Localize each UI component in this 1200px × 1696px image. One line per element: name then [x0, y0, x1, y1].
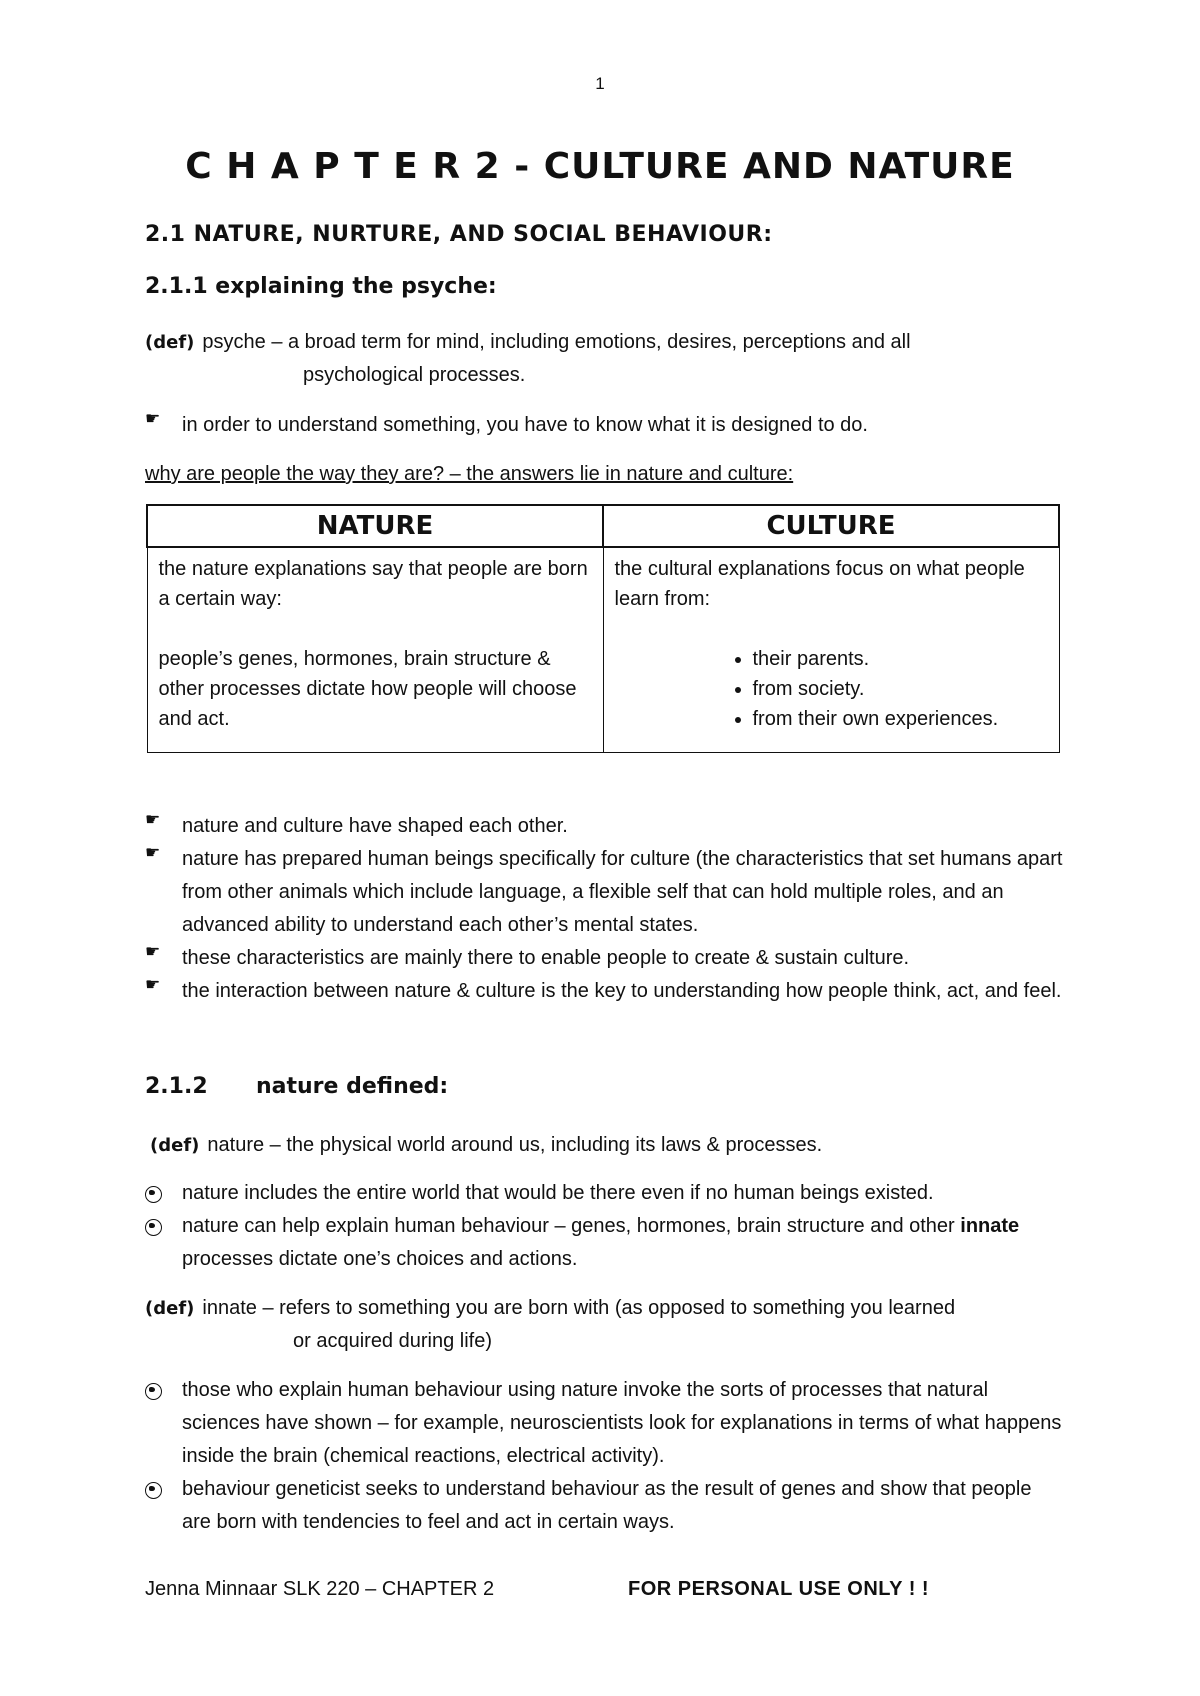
bullet-text: nature has prepared human beings specifically for culture (the characteristics that set humans apart from other animals which include language, a flexible self that can hold multiple roles, and an advanced ability to understand each other’s mental states. — [182, 848, 1063, 936]
bullet-text: nature and culture have shaped each other. — [182, 815, 568, 837]
definition-innate — [145, 1292, 1065, 1325]
bullet-text-part: processes dictate one’s choices and actions. — [182, 1248, 578, 1270]
why-question: why are people the way they are? – the answers lie in nature and culture: — [145, 463, 794, 485]
bullet-item — [145, 843, 1065, 942]
bullet-item — [145, 810, 1065, 843]
section-heading: 2.1 NATURE, NURTURE, AND SOCIAL BEHAVIOUR: — [145, 222, 773, 247]
bullet-item — [145, 1210, 1065, 1276]
globe-icon — [145, 1374, 167, 1407]
chapter-title: C H A P T E R 2 - CULTURE AND NATURE — [185, 146, 1015, 187]
nature-intro: the nature explanations say that people are born a certain way: — [158, 558, 588, 610]
definition-psyche — [145, 326, 1065, 359]
list-item: • from society. — [753, 674, 1048, 704]
globe-icon — [145, 1473, 167, 1506]
subsection-212-title: nature defined: — [256, 1074, 449, 1099]
definition-innate-line1: innate – refers to something you are born with (as opposed to something you learned — [202, 1297, 956, 1319]
bullet-text: in order to understand something, you have to know what it is designed to do. — [182, 414, 868, 436]
footer-notice: FOR PERSONAL USE ONLY ! ! — [628, 1578, 930, 1600]
bullet-item — [145, 975, 1065, 1008]
definition-nature — [150, 1129, 1070, 1162]
definition-innate-line2: or acquired during life) — [293, 1330, 492, 1352]
culture-list — [615, 644, 1048, 734]
pointing-hand-icon: ☛ — [145, 409, 161, 428]
bullet-text — [182, 1210, 1065, 1276]
def-label: (def) — [145, 332, 195, 353]
table-cell-culture — [603, 547, 1059, 753]
page-number: 1 — [595, 74, 605, 93]
list-item: • from their own experiences. — [753, 704, 1048, 734]
culture-intro: the cultural explanations focus on what people learn from: — [614, 558, 1025, 610]
bullet-text: the interaction between nature & culture is the key to understanding how people think, act, and feel. — [182, 980, 1062, 1002]
def-label: (def) — [145, 1298, 195, 1319]
pointing-hand-icon: ☛ — [145, 843, 161, 862]
subsection-212-number: 2.1.2 — [145, 1074, 208, 1099]
globe-icon — [145, 1177, 167, 1210]
bullet-text: these characteristics are mainly there to enable people to create & sustain culture. — [182, 947, 910, 969]
definition-psyche-line1: psyche – a broad term for mind, including emotions, desires, perceptions and all — [202, 331, 911, 353]
bullet-item — [145, 1374, 1065, 1473]
bullet-text: nature includes the entire world that would be there even if no human beings existed. — [182, 1182, 934, 1204]
nature-culture-table — [146, 504, 1060, 753]
globe-icon — [145, 1210, 167, 1243]
table-header-culture: CULTURE — [603, 505, 1059, 547]
pointing-hand-icon: ☛ — [145, 942, 161, 961]
subsection-heading-211: 2.1.1 explaining the psyche: — [145, 274, 497, 299]
innate-term: innate — [960, 1215, 1020, 1237]
pointing-hand-icon: ☛ — [145, 810, 161, 829]
bullet-item — [145, 409, 1065, 442]
bullet-text: behaviour geneticist seeks to understand behaviour as the result of genes and show that people are born with tendencies to feel and act in certain ways. — [182, 1478, 1032, 1533]
list-item: • their parents. — [753, 644, 1048, 674]
pointing-hand-icon: ☛ — [145, 975, 161, 994]
footer-author: Jenna Minnaar SLK 220 – CHAPTER 2 — [145, 1578, 495, 1600]
bullet-item — [145, 1473, 1065, 1539]
table-cell-nature — [147, 547, 603, 753]
def-label: (def) — [150, 1135, 200, 1156]
bullet-item — [145, 942, 1065, 975]
table-header-nature: NATURE — [147, 505, 603, 547]
bullet-text-part: nature can help explain human behaviour – genes, hormones, brain structure and other — [182, 1215, 961, 1237]
definition-psyche-line2: psychological processes. — [303, 364, 526, 386]
definition-nature-text: nature – the physical world around us, including its laws & processes. — [207, 1134, 823, 1156]
bullet-text: those who explain human behaviour using nature invoke the sorts of processes that natural sciences have shown – for example, neuroscientists look for explanations in terms of what happens inside the brain (chemical reactions, electrical activity). — [182, 1379, 1062, 1467]
bullet-item — [145, 1177, 1065, 1210]
nature-detail: people’s genes, hormones, brain structure & other processes dictate how people will choose and act. — [158, 648, 577, 730]
